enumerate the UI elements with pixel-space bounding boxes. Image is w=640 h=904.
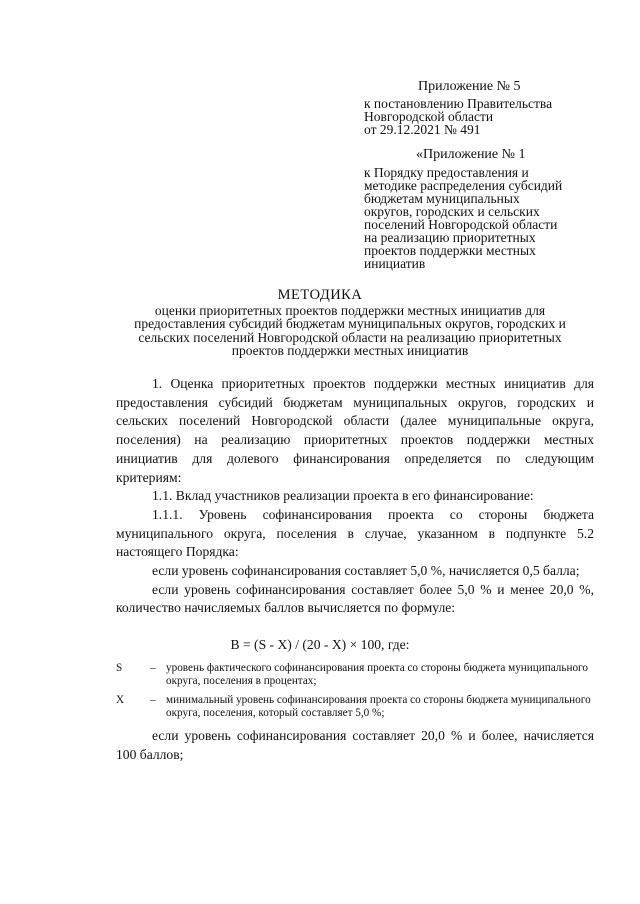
decree-line: Новгородской области — [364, 109, 494, 124]
subtitle-line: проектов поддержки местных инициатив — [231, 342, 469, 358]
definition-row — [116, 694, 594, 720]
body-text-final — [116, 727, 594, 764]
definition-row — [116, 662, 594, 688]
paragraph-1-1: 1.1. Вклад участников реализации проекта в его финансирование: — [152, 488, 534, 504]
definition-dash: – — [150, 662, 156, 674]
decree-reference — [364, 97, 604, 136]
subtitle-line: предоставления субсидий бюджетам муниципальных округов, городских и — [134, 316, 566, 332]
decree-line: от 29.12.2021 № 491 — [364, 122, 481, 137]
appendix-5-heading: Приложение № 5 — [418, 79, 521, 94]
appendix-1-heading: «Приложение № 1 — [416, 147, 526, 162]
order-line: инициатив — [364, 256, 426, 271]
definition-dash: – — [150, 694, 156, 706]
formula: В = (S - X) / (20 - X) × 100, где: — [230, 637, 410, 652]
order-line: к Порядку предоставления и — [364, 165, 529, 180]
paragraph-rule-20pct: если уровень софинансирования составляет 20,0 % и более, начисляется 100 баллов; — [116, 728, 594, 762]
paragraph-rule-5-20pct: если уровень софинансирования составляет более 5,0 % и менее 20,0 %, количество начисляемых баллов вычисляется по формуле: — [116, 581, 594, 616]
order-line: поселений Новгородской области — [364, 217, 558, 232]
document-title: МЕТОДИКА — [277, 287, 363, 303]
order-line: методике распределения субсидий — [364, 178, 563, 193]
document-subtitle — [110, 304, 590, 357]
order-line: округов, городских и сельских — [364, 204, 540, 219]
formula-definitions — [116, 662, 594, 726]
definition-text: уровень фактического софинансирования проекта со стороны бюджета муниципального округа, поселения в процентах; — [166, 662, 588, 687]
paragraph-1: 1. Оценка приоритетных проектов поддержки местных инициатив для предоставления субсидий бюджетам муниципальных округов, городских и сельских поселений Новгородской области (далее муниципальные округа, поселения) на реализацию приоритетных проектов поддержки местных инициатив для долевого финансирования определяется по следующим критериям: — [116, 376, 594, 485]
definition-symbol: X — [116, 694, 125, 706]
order-line: проектов поддержки местных — [364, 243, 536, 258]
decree-line: к постановлению Правительства — [364, 96, 553, 111]
order-line: на реализацию приоритетных — [364, 230, 536, 245]
body-text — [116, 375, 594, 618]
definition-text: минимальный уровень софинансирования проекта со стороны бюджета муниципального округа, поселения, который составляет 5,0 %; — [166, 694, 591, 719]
paragraph-rule-5pct: если уровень софинансирования составляет 5,0 %, начисляется 0,5 балла; — [152, 563, 580, 579]
order-line: бюджетам муниципальных — [364, 191, 520, 206]
subtitle-line: сельских поселений Новгородской области на реализацию приоритетных — [138, 329, 562, 345]
order-reference — [364, 166, 604, 270]
subtitle-line: оценки приоритетных проектов поддержки местных инициатив для — [154, 303, 546, 318]
definition-symbol: S — [116, 662, 123, 674]
paragraph-1-1-1: 1.1.1. Уровень софинансирования проекта со стороны бюджета муниципального округа, поселения в случае, указанном в подпункте 5.2 настоящего Порядка: — [116, 506, 594, 560]
